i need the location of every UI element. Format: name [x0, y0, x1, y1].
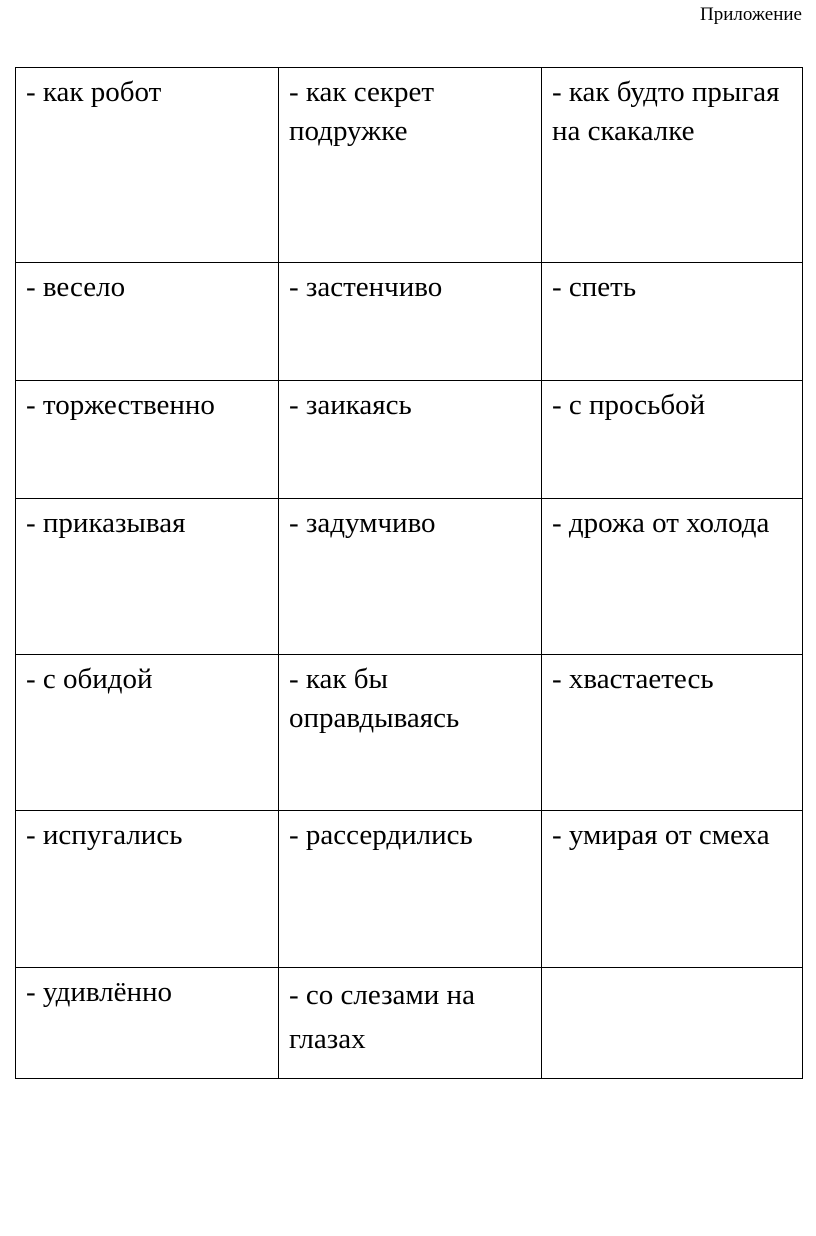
table-cell: - весело [16, 263, 279, 381]
table-cell: - хвастаетесь [542, 655, 803, 811]
table-cell: - удивлённо [16, 968, 279, 1079]
table-row [16, 655, 803, 811]
table-cell: - как робот [16, 68, 279, 263]
appendix-label: Приложение [700, 4, 802, 25]
table-cell: - как будто прыгая на скакалке [542, 68, 803, 263]
table-cell: - испугались [16, 811, 279, 968]
table-cell: - с просьбой [542, 381, 803, 499]
table-row [16, 499, 803, 655]
table-row [16, 381, 803, 499]
table-cell: - спеть [542, 263, 803, 381]
phrase-table [15, 67, 803, 1079]
table-row [16, 263, 803, 381]
table-cell: - как секрет подружке [279, 68, 542, 263]
table-cell: - рассердились [279, 811, 542, 968]
table-cell: - заикаясь [279, 381, 542, 499]
table-row [16, 968, 803, 1079]
table-cell: - приказывая [16, 499, 279, 655]
table-cell: - умирая от смеха [542, 811, 803, 968]
table-cell: - дрожа от холода [542, 499, 803, 655]
table-cell: - торжественно [16, 381, 279, 499]
table-cell: - застенчиво [279, 263, 542, 381]
table-cell: - как бы оправдываясь [279, 655, 542, 811]
table-cell: - задумчиво [279, 499, 542, 655]
table-cell: - со слезами на глазах [279, 968, 542, 1079]
table-row [16, 68, 803, 263]
table-cell: - с обидой [16, 655, 279, 811]
table-cell-empty [542, 968, 803, 1079]
table-row [16, 811, 803, 968]
